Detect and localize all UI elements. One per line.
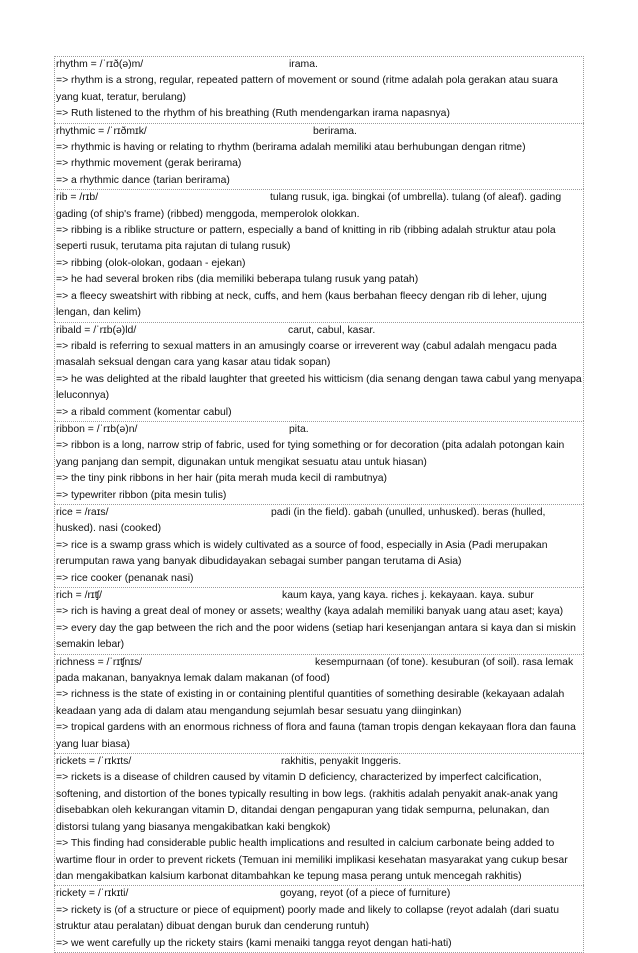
- headword: ribbon = /ˈrɪb(ə)n/: [56, 423, 138, 435]
- dictionary-page: [54, 56, 584, 953]
- entry-headline: [55, 57, 583, 73]
- definition-line: => he was delighted at the ribald laughter that greeted his witticism (dia senang dengan tawa cabul yang menyapa leluconnya): [56, 373, 582, 402]
- translation: goyang, reyot (of a piece of furniture): [280, 888, 451, 900]
- headword: rice = /raɪs/: [56, 506, 109, 518]
- translation: carut, cabul, kasar.: [288, 324, 376, 336]
- example-line: => This finding had considerable public health implications and resulted in calcium carbonate being added to wartime flour in order to prevent rickets (Temuan ini memiliki implikasi kesehatan masyarakat yang cukup besar dan mengakibatkan kalsium karbonat ditambahkan ke tepung masa perang untuk mencegah rakhitis): [56, 838, 568, 882]
- dictionary-entry: [54, 322, 584, 421]
- translation: padi (in the field). gabah (unulled, unhusked). beras (hulled, husked). nasi (cooked): [56, 506, 546, 535]
- definition-line: => ribald is referring to sexual matters in an amusingly coarse or irreverent way (cabul adalah mengacu pada masalah seksual dengan cara yang kasar atau tidak sopan): [56, 340, 557, 369]
- dictionary-entry: [54, 753, 584, 885]
- definition-line: => he had several broken ribs (dia memiliki beberapa tulang rusuk yang patah): [56, 274, 419, 286]
- definition-line: => ribbing (olok-olokan, godaan - ejekan): [56, 257, 246, 269]
- dictionary-entry: [54, 421, 584, 504]
- example-line: => a ribald comment (komentar cabul): [56, 406, 232, 418]
- definition-line: => rhythm is a strong, regular, repeated pattern of movement or sound (ritme adalah pola gerakan atau suara yang kuat, teratur, berulang): [56, 75, 558, 103]
- entry-headline: [55, 323, 583, 339]
- headword: rhythm = /ˈrɪð(ə)m/: [56, 59, 144, 70]
- headword: richness = /ˈrɪʧnɪs/: [56, 656, 143, 668]
- example-line: => typewriter ribbon (pita mesin tulis): [56, 489, 227, 501]
- definition-line: => richness is the state of existing in or containing plentiful quantities of something desirable (kekayaan adalah keadaan yang ada di dalam atau mengandung sejumlah besar sesuatu yang diinginkan): [56, 689, 565, 717]
- dictionary-entry: [54, 189, 584, 321]
- example-line: => Ruth listened to the rhythm of his breathing (Ruth mendengarkan irama napasnya): [56, 108, 450, 120]
- headword: rich = /rɪʧ/: [56, 590, 102, 601]
- dictionary-entry: [54, 654, 584, 753]
- entry-headline: [55, 190, 583, 223]
- definition-line: => ribbing is a riblike structure or pattern, especially a band of knitting in rib (ribbing adalah struktur atau pola seperti rusuk, terutama pita rajutan di tulang rusuk): [56, 225, 556, 253]
- dictionary-entry: [54, 123, 584, 190]
- headword: rhythmic = /ˈrɪðmɪk/: [56, 125, 147, 137]
- example-line: => every day the gap between the rich and the poor widens (setiap hari kesenjangan antara si kaya dan si miskin semakin lebar): [56, 622, 576, 651]
- translation: kesempurnaan (of tone). kesuburan (of soil). rasa lemak pada makanan, banyaknya lemak dalam makanan (of food): [56, 656, 574, 685]
- entry-headline: [55, 422, 583, 438]
- translation: irama.: [289, 59, 318, 70]
- entry-headline: [55, 754, 583, 770]
- definition-line: => rickety is (of a structure or piece of equipment) poorly made and likely to collapse (reyot adalah (dari suatu struktur atau peralatan) dibuat dengan buruk dan cenderung runtuh): [56, 904, 560, 933]
- definition-line: => rhythmic movement (gerak berirama): [56, 158, 242, 170]
- definition-line: => the tiny pink ribbons in her hair (pita merah muda kecil di rambutnya): [56, 473, 387, 485]
- definition-line: => ribbon is a long, narrow strip of fabric, used for tying something or for decoration (pita adalah potongan kain yang panjang dan sempit, digunakan untuk mengikat sesuatu atau untuk hiasan): [56, 440, 565, 468]
- dictionary-entry: [54, 885, 584, 953]
- translation: rakhitis, penyakit Inggeris.: [281, 756, 402, 768]
- headword: rib = /rɪb/: [56, 192, 99, 204]
- definition-line: => rhythmic is having or relating to rhythm (berirama adalah memiliki atau berhubungan dengan ritme): [56, 142, 526, 154]
- entry-headline: [55, 124, 583, 140]
- headword: ribald = /ˈrɪb(ə)ld/: [56, 324, 137, 336]
- translation: kaum kaya, yang kaya. riches j. kekayaan. kaya. subur: [282, 590, 534, 601]
- dictionary-entry: [54, 587, 584, 654]
- dictionary-entry: [54, 504, 584, 587]
- translation: pita.: [289, 423, 309, 435]
- entry-headline: [55, 886, 583, 902]
- definition-line: => rice is a swamp grass which is widely cultivated as a source of food, especially in Asia (Padi merupakan rerumputan rawa yang banyak dibudidayakan sebagai sumber pangan terutama di Asia): [56, 539, 548, 568]
- example-line: => tropical gardens with an enormous richness of flora and fauna (taman tropis dengan kekayaan flora dan fauna yang luar biasa): [56, 722, 576, 750]
- entry-headline: [55, 588, 583, 604]
- example-line: => a rhythmic dance (tarian berirama): [56, 174, 230, 186]
- translation: berirama.: [313, 125, 357, 137]
- definition-line: => rickets is a disease of children caused by vitamin D deficiency, characterized by imperfect calcification, softening, and distortion of the bones typically resulting in bow legs. (rakhitis adalah penyakit anak-anak yang disebabkan oleh kekurangan vitamin D, ditandai dengan pengapuran yang tidak sempurna, pelunakan, dan distorsi tulang yang biasanya mengakibatkan kaki bengkok): [56, 772, 558, 833]
- example-line: => we went carefully up the rickety stairs (kami menaiki tangga reyot dengan hati-hati): [56, 937, 452, 949]
- entry-headline: [55, 505, 583, 538]
- translation: tulang rusuk, iga. bingkai (of umbrella). tulang (of aleaf). gading gading (of ship's frame) (ribbed) menggoda, memperolok olokkan.: [56, 192, 562, 220]
- headword: rickety = /ˈrɪkɪti/: [56, 888, 129, 900]
- example-line: => rice cooker (penanak nasi): [56, 572, 194, 584]
- definition-line: => rich is having a great deal of money or assets; wealthy (kaya adalah memiliki banyak uang atau aset; kaya): [56, 606, 564, 618]
- entry-headline: [55, 655, 583, 688]
- example-line: => a fleecy sweatshirt with ribbing at neck, cuffs, and hem (kaus berbahan fleecy dengan rib di leher, ujung lengan, dan kelim): [56, 290, 547, 319]
- headword: rickets = /ˈrɪkɪts/: [56, 756, 132, 768]
- dictionary-entry: [54, 56, 584, 123]
